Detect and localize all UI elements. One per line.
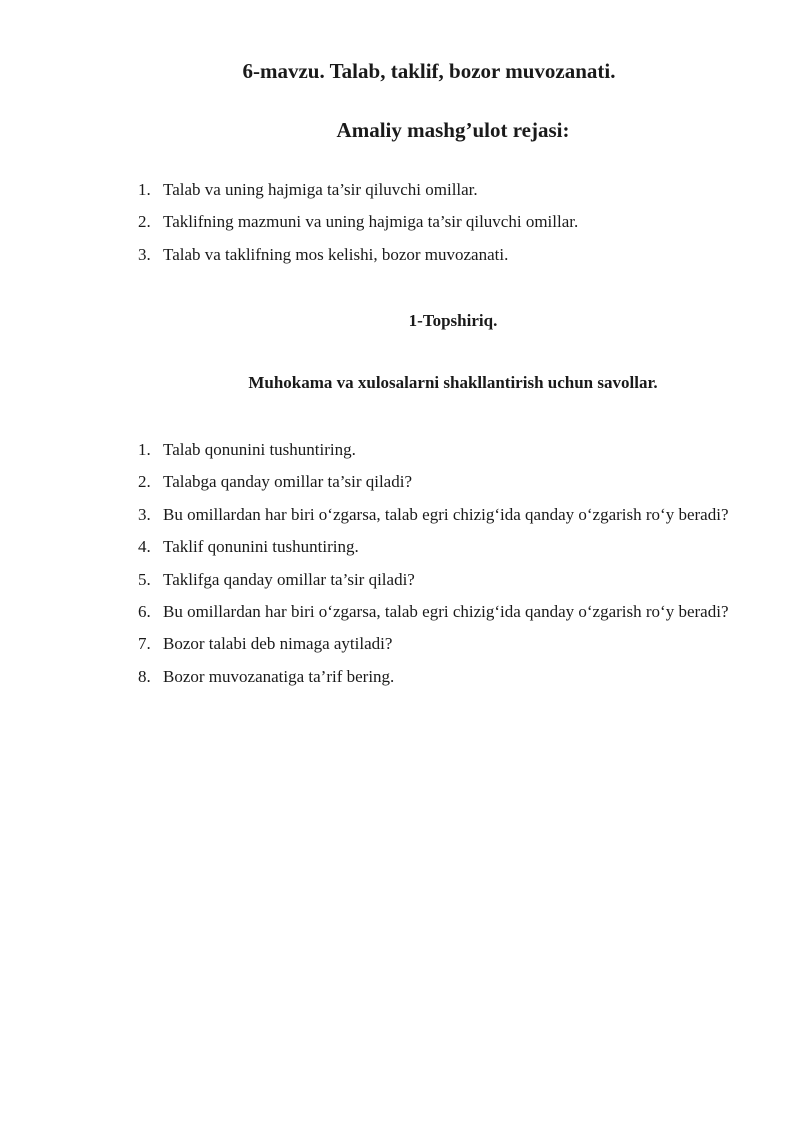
task-heading: 1-Topshiriq. xyxy=(408,311,498,330)
list-item-number: 3. xyxy=(138,244,151,264)
list-item xyxy=(138,661,742,693)
list-item-text: Bozor talabi deb nimaga aytiladi? xyxy=(163,634,393,654)
list-item-text: Talabga qanday omillar ta’sir qiladi? xyxy=(163,472,412,492)
list-item-text: Taklifning mazmuni va uning hajmiga ta’sir qiluvchi omillar. xyxy=(163,212,579,232)
list-item-text: Talab qonunini tushuntiring. xyxy=(163,440,356,459)
list-item xyxy=(138,239,742,271)
page-subtitle: Amaliy mashg’ulot rejasi: xyxy=(336,118,570,142)
list-item-number: 1. xyxy=(138,440,151,459)
list-item-number: 2. xyxy=(138,472,151,492)
list-item xyxy=(138,596,742,628)
list-item-number: 7. xyxy=(138,634,151,654)
list-item xyxy=(138,628,742,660)
list-item-number: 1. xyxy=(138,180,151,199)
questions-heading: Muhokama va xulosalarni shakllantirish uchun savollar. xyxy=(248,373,658,392)
list-item-number: 3. xyxy=(138,504,151,524)
list-item-number: 2. xyxy=(138,212,151,232)
list-item-number: 4. xyxy=(138,537,151,557)
list-item-text: Bu omillardan har biri o‘zgarsa, talab egri chizig‘ida qanday o‘zgarish ro‘y beradi? xyxy=(163,602,729,622)
list-item-text: Taklif qonunini tushuntiring. xyxy=(163,537,359,557)
list-item-text: Bozor muvozanatiga ta’rif bering. xyxy=(163,666,395,686)
list-item xyxy=(138,564,742,596)
list-item-text: Bu omillardan har biri o‘zgarsa, talab egri chizig‘ida qanday o‘zgarish ro‘y beradi? xyxy=(163,504,729,524)
questions-list xyxy=(138,434,742,693)
list-item xyxy=(138,466,742,498)
page-title: 6-mavzu. Talab, taklif, bozor muvozanati. xyxy=(242,59,616,83)
list-item xyxy=(138,499,742,531)
list-item-number: 8. xyxy=(138,666,151,686)
list-item-text: Talab va taklifning mos kelishi, bozor muvozanati. xyxy=(163,244,509,264)
list-item-number: 6. xyxy=(138,602,151,622)
list-item xyxy=(138,434,742,466)
list-item xyxy=(138,531,742,563)
list-item xyxy=(138,174,742,206)
list-item-number: 5. xyxy=(138,569,151,589)
list-item xyxy=(138,206,742,238)
plan-list xyxy=(138,174,742,271)
list-item-text: Taklifga qanday omillar ta’sir qiladi? xyxy=(163,569,415,589)
list-item-text: Talab va uning hajmiga ta’sir qiluvchi omillar. xyxy=(163,180,478,199)
